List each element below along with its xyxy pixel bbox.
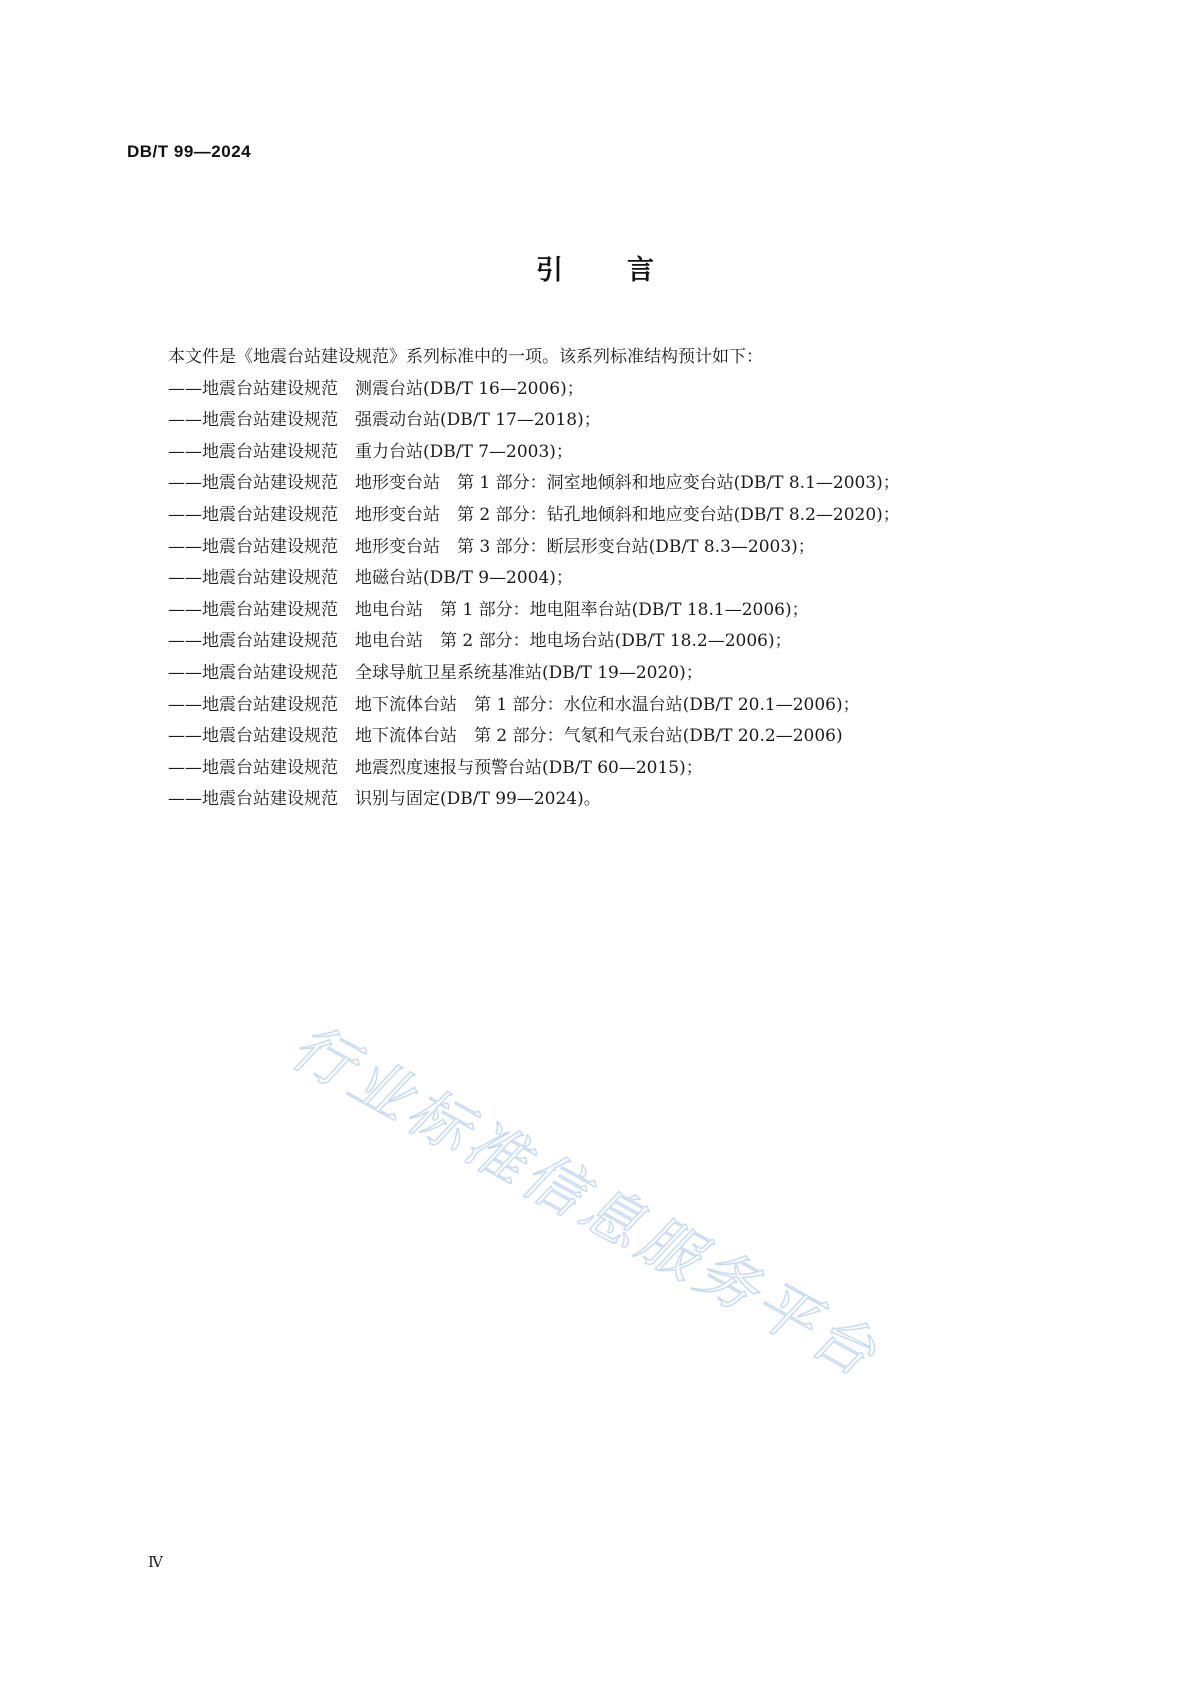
intro-paragraph: 本文件是《地震台站建设规范》系列标准中的一项。该系列标准结构预计如下： [168, 347, 763, 367]
page-number: Ⅳ [148, 1553, 163, 1571]
document-code: DB/T 99—2024 [127, 142, 252, 161]
list-item: ——地震台站建设规范 测震台站(DB/T 16—2006)； [168, 378, 584, 399]
list-item: ——地震台站建设规范 地震烈度速报与预警台站(DB/T 60—2015)； [168, 757, 703, 778]
list-item: ——地震台站建设规范 地电台站 第 2 部分：地电场台站(DB/T 18.2—2006)； [168, 631, 792, 652]
list-item: ——地震台站建设规范 地形变台站 第 1 部分：洞室地倾斜和地应变台站(DB/T 8.1—2003)； [168, 473, 900, 494]
list-item: ——地震台站建设规范 强震动台站(DB/T 17—2018)； [168, 410, 601, 431]
list-item: ——地震台站建设规范 地电台站 第 1 部分：地电阻率台站(DB/T 18.1—2006)； [168, 599, 809, 620]
page-title: 引言 [536, 255, 718, 286]
list-item: ——地震台站建设规范 全球导航卫星系统基准站(DB/T 19—2020)； [168, 662, 703, 683]
list-item: ——地震台站建设规范 识别与固定(DB/T 99—2024)。 [168, 789, 601, 810]
list-item: ——地震台站建设规范 地形变台站 第 2 部分：钻孔地倾斜和地应变台站(DB/T 8.2—2020)； [168, 504, 900, 525]
list-item: ——地震台站建设规范 地下流体台站 第 2 部分：气氡和气汞台站(DB/T 20.2—2006) [168, 726, 843, 747]
list-item: ——地震台站建设规范 重力台站(DB/T 7—2003)； [168, 441, 573, 462]
watermark: 行业标准信息服务平台 [279, 1011, 891, 1393]
list-item: ——地震台站建设规范 地磁台站(DB/T 9—2004)； [168, 568, 573, 589]
list-item: ——地震台站建设规范 地形变台站 第 3 部分：断层形变台站(DB/T 8.3—2003)； [168, 536, 815, 557]
list-item: ——地震台站建设规范 地下流体台站 第 1 部分：水位和水温台站(DB/T 20.1—2006)； [168, 694, 860, 715]
introduction-body [168, 342, 1068, 816]
